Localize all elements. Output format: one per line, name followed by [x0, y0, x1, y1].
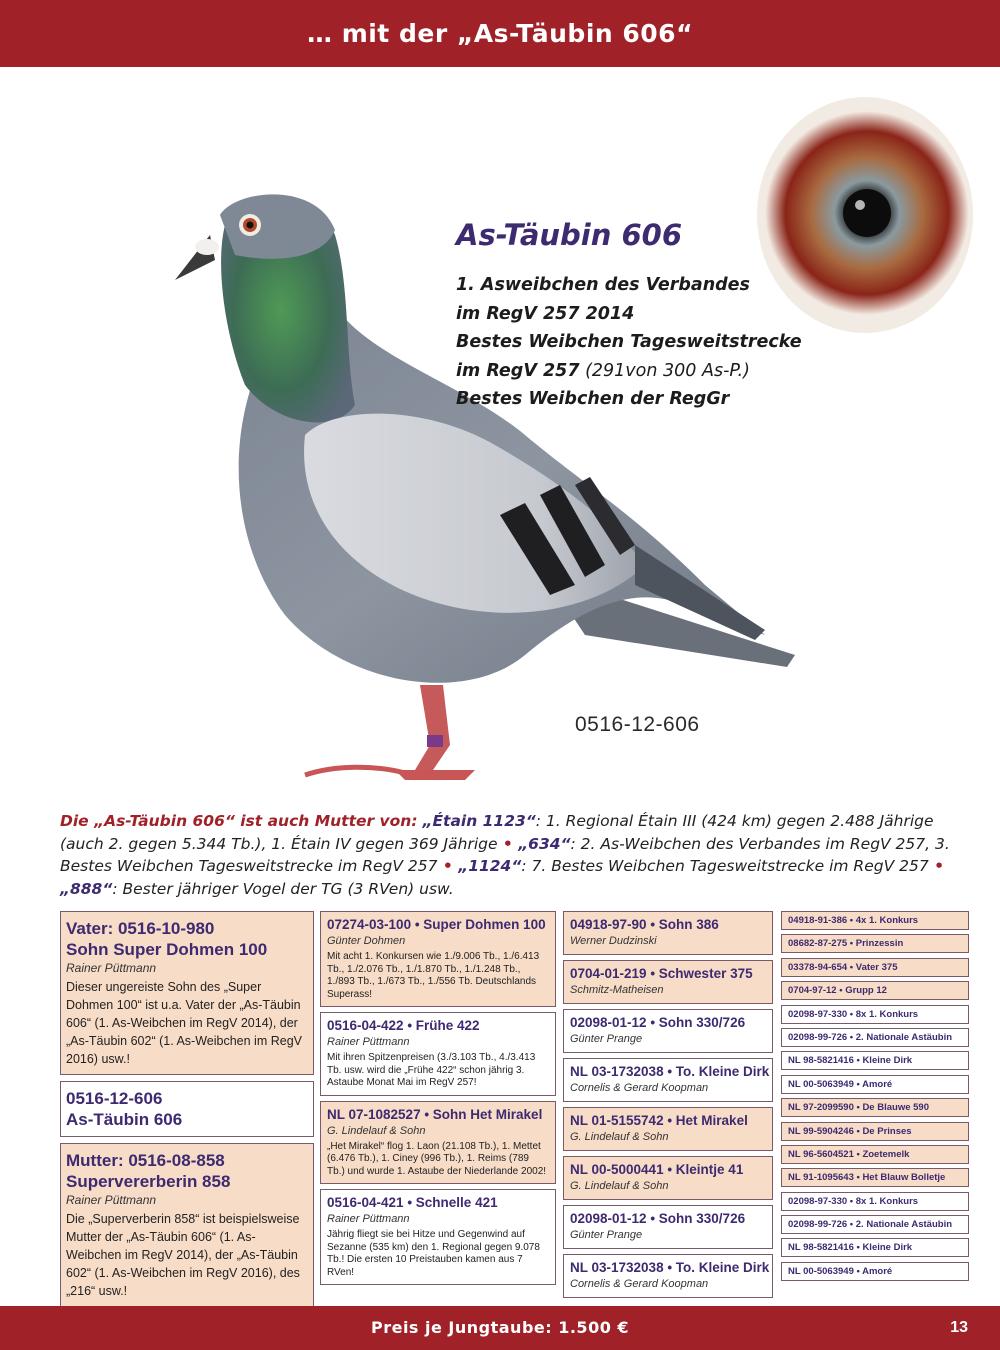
header-bar: [0, 0, 1000, 67]
great-grandparent-head: NL 00-5000441 • Kleintje 41: [570, 1162, 744, 1177]
great-grandparent-card: [563, 1205, 773, 1249]
great-grandparent-head: 02098-01-12 • Sohn 330/726: [570, 1211, 746, 1226]
ancestor-row: NL 98-5821416 • Kleine Dirk: [781, 1238, 969, 1257]
achievement-text: Bestes Weibchen der RegGr: [456, 389, 730, 409]
great-grandparent-card: [563, 1107, 773, 1151]
ancestor-row: 02098-99-726 • 2. Nationale Astäubin: [781, 1215, 969, 1234]
great-grandparent-breeder: Werner Dudzinski: [570, 935, 657, 947]
ancestor-row: 0704-97-12 • Grupp 12: [781, 981, 969, 1000]
separator-dot: •: [497, 834, 519, 853]
offspring-paragraph: [60, 810, 975, 900]
great-grandparent-head: NL 03-1732038 • To. Kleine Dirk: [570, 1260, 770, 1275]
father-breeder: Rainer Püttmann: [66, 961, 157, 975]
pedigree-column-great-grandparents: [563, 911, 773, 1303]
subject-card: [60, 1081, 314, 1137]
achievement-line: [456, 385, 836, 414]
ancestor-row: NL 98-5821416 • Kleine Dirk: [781, 1051, 969, 1070]
great-grandparent-card: [563, 1009, 773, 1053]
grandparent-card: [320, 911, 556, 1007]
great-grandparent-breeder: Schmitz-Matheisen: [570, 984, 664, 996]
ancestor-row: 03378-94-654 • Vater 375: [781, 958, 969, 977]
father-name: Sohn Super Dohmen 100: [66, 940, 268, 959]
grandparent-description: „Het Mirakel“ flog 1. Laon (21.108 Tb.), 1. Mettet (6.476 Tb.), 1. Ciney (996 Tb.), 1. Reims (789 Tb.) und wurde 1. Astaube der Niederlande 2002!: [327, 1140, 547, 1177]
grandparent-head: 07274-03-100 • Super Dohmen 100: [327, 917, 546, 932]
achievement-note: (291von 300 As-P.): [579, 360, 750, 381]
great-grandparent-card: [563, 1254, 773, 1298]
achievement-text: im RegV 257: [456, 360, 580, 381]
pedigree-column-grandparents: [320, 911, 556, 1290]
grandparent-card: [320, 1101, 556, 1185]
price-label: Preis je Jungtaube: 1.500 €: [370, 1318, 630, 1337]
ancestor-row: 02098-97-330 • 8x 1. Konkurs: [781, 1005, 969, 1024]
ancestor-row: NL 97-2099590 • De Blauwe 590: [781, 1098, 969, 1117]
great-grandparent-card: [563, 1058, 773, 1102]
ancestor-row: 08682-87-275 • Prinzessin: [781, 934, 969, 953]
offspring-result: : 1. Regional Étain III (424 km) gegen 2.488 Jährige (auch 2. gegen 5.344 Tb.), 1. Étain IV gegen 369 Jährige: [60, 812, 934, 853]
great-grandparent-breeder: Cornelis & Gerard Koopman: [570, 1278, 709, 1290]
great-grandparent-head: 02098-01-12 • Sohn 330/726: [570, 1015, 746, 1030]
subject-ring: 0516-12-606: [66, 1089, 163, 1108]
offspring-result: : Bester jähriger Vogel der TG (3 RVen) usw.: [112, 879, 454, 898]
achievement-line: [456, 300, 836, 329]
grandparent-description: Jährig fliegt sie bei Hitze und Gegenwind auf Sezanne (535 km) den 1. Regional gegen 9.078 Tb.! Die ersten 10 Preistauben kamen aus 7 RVen!: [327, 1229, 540, 1278]
offspring-name: „Étain 1123“: [422, 812, 536, 830]
ancestor-row: NL 96-5604521 • Zoetemelk: [781, 1145, 969, 1164]
ring-number: 0516-12-606: [575, 713, 700, 736]
footer-bar: [0, 1306, 1000, 1350]
mother-breeder: Rainer Püttmann: [66, 1193, 157, 1207]
page-title: … mit der „As-Täubin 606“: [306, 19, 694, 48]
achievement-line: [456, 328, 836, 357]
great-grandparent-breeder: Günter Prange: [570, 1229, 643, 1241]
offspring-name: „1124“: [458, 857, 522, 875]
achievement-line: [456, 271, 836, 300]
ancestor-row: 02098-97-330 • 8x 1. Konkurs: [781, 1192, 969, 1211]
pigeon-name: As-Täubin 606: [456, 218, 683, 252]
grandparent-card: [320, 1012, 556, 1096]
mother-description: Die „Superverberin 858“ ist beispielsweise Mutter der „As-Täubin 606“ (1. As-Weibchen im RegV 2014), der „As-Täubin 602“ (1. As-Weibchen im RegV 2016), des „216“ usw.!: [66, 1212, 300, 1298]
achievement-text: 1. Asweibchen des Verbandes: [456, 275, 750, 295]
grandparent-head: 0516-04-422 • Frühe 422: [327, 1018, 480, 1033]
great-grandparent-breeder: G. Lindelauf & Sohn: [570, 1180, 669, 1192]
grandparent-breeder: Rainer Püttmann: [327, 1213, 410, 1225]
achievement-text: im RegV 257 2014: [456, 303, 635, 324]
great-grandparent-head: 0704-01-219 • Schwester 375: [570, 966, 753, 981]
ancestor-row: 04918-91-386 • 4x 1. Konkurs: [781, 911, 969, 930]
ancestor-row: NL 91-1095643 • Het Blauw Bolletje: [781, 1168, 969, 1187]
ancestor-row: 02098-99-726 • 2. Nationale Astäubin: [781, 1028, 969, 1047]
mother-ring: Mutter: 0516-08-858: [66, 1151, 225, 1170]
pedigree-column-ancestors: [781, 911, 969, 1285]
great-grandparent-breeder: G. Lindelauf & Sohn: [570, 1131, 669, 1143]
great-grandparent-breeder: Cornelis & Gerard Koopman: [570, 1082, 709, 1094]
ancestor-row: NL 00-5063949 • Amoré: [781, 1262, 969, 1281]
grandparent-head: 0516-04-421 • Schnelle 421: [327, 1195, 498, 1210]
offspring-name: „634“: [518, 834, 571, 853]
page-number: 13: [950, 1319, 968, 1336]
father-card: [60, 911, 314, 1075]
pedigree-column-parents: [60, 911, 314, 1313]
great-grandparent-card: [563, 1156, 773, 1200]
great-grandparent-card: [563, 911, 773, 955]
father-ring: Vater: 0516-10-980: [66, 919, 215, 938]
offspring-name: „888“: [60, 879, 113, 898]
grandparent-description: Mit acht 1. Konkursen wie 1./9.006 Tb., 1./6.413 Tb., 1./2.076 Tb., 1./1.870 Tb., 1./1.248 Tb., 1./893 Tb., 1./673 Tb., 1./556 Tb. Deutschlands Superass!: [327, 951, 540, 1000]
separator-dot: •: [928, 857, 945, 875]
grandparent-breeder: Rainer Püttmann: [327, 1036, 410, 1048]
father-description: Dieser ungereiste Sohn des „Super Dohmen 100“ ist u.a. Vater der „As-Täubin 606“ (1. As-Weibchen im RegV 2014), der „As-Täubin 602“ (1. As-Weibchen im RegV 2016) usw.!: [66, 980, 302, 1066]
grandparent-description: Mit ihren Spitzenpreisen (3./3.103 Tb., 4./3.413 Tb. usw. wird die „Frühe 422“ schon jährig 3. Astaube Monat Mai im RegV 257!: [327, 1052, 536, 1088]
grandparent-breeder: Günter Dohmen: [327, 935, 406, 947]
great-grandparent-head: NL 01-5155742 • Het Mirakel: [570, 1113, 748, 1128]
subject-name: As-Täubin 606: [66, 1110, 183, 1129]
great-grandparent-head: NL 03-1732038 • To. Kleine Dirk: [570, 1064, 770, 1079]
grandparent-breeder: G. Lindelauf & Sohn: [327, 1124, 426, 1137]
achievement-text: Bestes Weibchen Tagesweitstrecke: [456, 332, 802, 352]
mother-card: [60, 1143, 314, 1307]
offspring-result: : 2. As-Weibchen des Verbandes im RegV 257, 3. Bestes Weibchen Tagesweitstrecke im RegV 257: [60, 834, 950, 875]
ancestor-row: NL 99-5904246 • De Prinses: [781, 1122, 969, 1141]
offspring-lead: Die „As-Täubin 606“ ist auch Mutter von:: [60, 812, 418, 830]
ancestor-row: NL 00-5063949 • Amoré: [781, 1075, 969, 1094]
great-grandparent-head: 04918-97-90 • Sohn 386: [570, 917, 719, 932]
mother-name: Supervererberin 858: [66, 1172, 231, 1191]
separator-dot: •: [437, 857, 459, 875]
achievement-line: [456, 357, 836, 386]
great-grandparent-breeder: Günter Prange: [570, 1033, 643, 1045]
offspring-result: : 7. Bestes Weibchen Tagesweitstrecke im RegV 257: [521, 857, 929, 875]
achievement-list: [456, 271, 836, 414]
great-grandparent-card: [563, 960, 773, 1004]
grandparent-head: NL 07-1082527 • Sohn Het Mirakel: [327, 1106, 543, 1122]
grandparent-card: [320, 1189, 556, 1285]
